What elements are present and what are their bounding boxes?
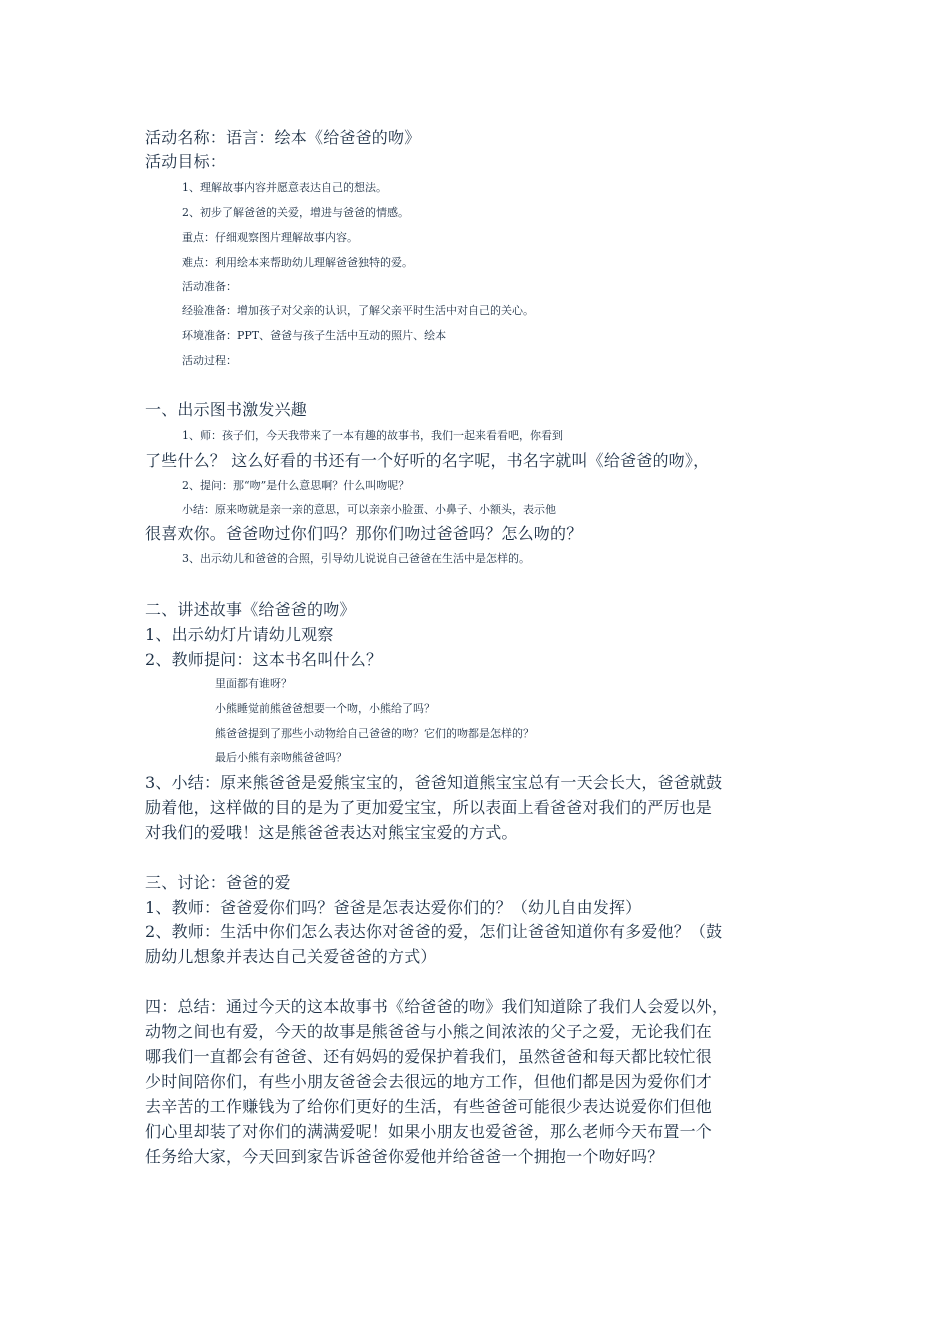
activity-name: 活动名称：语言：绘本《给爸爸的吻》	[145, 128, 421, 147]
section3-line-1: 1、教师：爸爸爱你们吗？爸爸是怎表达爱你们的？（幼儿自由发挥）	[145, 898, 642, 917]
section2-line-2: 2、教师提问：这本书名叫什么？	[145, 650, 383, 669]
section3-line-2b: 励幼儿想象并表达自己关爱爸爸的方式）	[145, 947, 437, 966]
section4-line-7: 任务给大家，今天回到家告诉爸爸你爱他并给爸爸一个拥抱一个吻好吗？	[145, 1147, 664, 1166]
section4-line-1: 四：总结：通过今天的这本故事书《给爸爸的吻》我们知道除了我们人会爱以外，	[145, 997, 729, 1016]
section2-summary-2: 励着他，这样做的目的是为了更加爱宝宝，所以表面上看爸爸对我们的严厉也是	[145, 798, 713, 817]
section2-line-1: 1、出示幼灯片请幼儿观察	[145, 625, 334, 644]
section4-line-2: 动物之间也有爱，今天的故事是熊爸爸与小熊之间浓浓的父子之爱，无论我们在	[145, 1022, 713, 1041]
section2-question-3: 熊爸爸提到了那些小动物给自己爸爸的吻？它们的吻都是怎样的？	[215, 727, 534, 740]
section1-title: 一、出示图书激发兴趣	[145, 400, 308, 419]
section4-line-5: 去辛苦的工作赚钱为了给你们更好的生活，有些爸爸可能很少表达说爱你们但他	[145, 1097, 713, 1116]
difficulty: 难点：利用绘本来帮助幼儿理解爸爸独特的爱。	[182, 256, 413, 269]
section4-line-6: 们心里却装了对你们的满满爱呢！如果小朋友也爱爸爸，那么老师今天布置一个	[145, 1122, 713, 1141]
section2-summary-3: 对我们的爱哦！这是熊爸爸表达对熊宝宝爱的方式。	[145, 823, 518, 842]
section3-title: 三、讨论：爸爸的爱	[145, 873, 291, 892]
section3-line-2a: 2、教师：生活中你们怎么表达你对爸爸的爱，怎们让爸爸知道你有多爱他？（鼓	[145, 922, 723, 941]
key-point: 重点：仔细观察图片理解故事内容。	[182, 231, 358, 244]
section4-line-4: 少时间陪你们，有些小朋友爸爸会去很远的地方工作，但他们都是因为爱你们才	[145, 1072, 713, 1091]
prep-label: 活动准备：	[182, 280, 237, 293]
section1-line-5: 很喜欢你。爸爸吻过你们吗？那你们吻过爸爸吗？怎么吻的？	[145, 524, 583, 543]
prep-environment: 环境准备：PPT、爸爸与孩子生活中互动的照片、绘本	[182, 329, 447, 342]
section1-line-6: 3、出示幼儿和爸爸的合照，引导幼儿说说自己爸爸在生活中是怎样的。	[182, 552, 530, 565]
section1-line-2: 了些什么？ 这么好看的书还有一个好听的名字呢，书名字就叫《给爸爸的吻》，	[145, 451, 710, 470]
section4-line-3: 哪我们一直都会有爸爸、还有妈妈的爱保护着我们，虽然爸爸和每天都比较忙很	[145, 1047, 713, 1066]
section1-line-1: 1、师：孩子们，今天我带来了一本有趣的故事书，我们一起来看看吧，你看到	[182, 429, 563, 442]
section2-question-4: 最后小熊有亲吻熊爸爸吗？	[215, 751, 347, 764]
section2-question-2: 小熊睡觉前熊爸爸想要一个吻，小熊给了吗？	[215, 702, 435, 715]
prep-experience: 经验准备：增加孩子对父亲的认识，了解父亲平时生活中对自己的关心。	[182, 304, 534, 317]
goal-1: 1、理解故事内容并愿意表达自己的想法。	[182, 181, 387, 194]
goals-label: 活动目标：	[145, 152, 227, 171]
process-label: 活动过程：	[182, 354, 237, 367]
section1-line-3: 2、提问：那“吻”是什么意思啊？什么叫吻呢？	[182, 479, 410, 492]
section2-title: 二、讲述故事《给爸爸的吻》	[145, 600, 356, 619]
goal-2: 2、初步了解爸爸的关爱，增进与爸爸的情感。	[182, 206, 409, 219]
section2-summary-1: 3、小结：原来熊爸爸是爱熊宝宝的，爸爸知道熊宝宝总有一天会长大，爸爸就鼓	[145, 773, 723, 792]
section1-line-4: 小结：原来吻就是亲一亲的意思，可以亲亲小脸蛋、小鼻子、小额头，表示他	[182, 503, 556, 516]
section2-question-1: 里面都有谁呀？	[215, 677, 292, 690]
